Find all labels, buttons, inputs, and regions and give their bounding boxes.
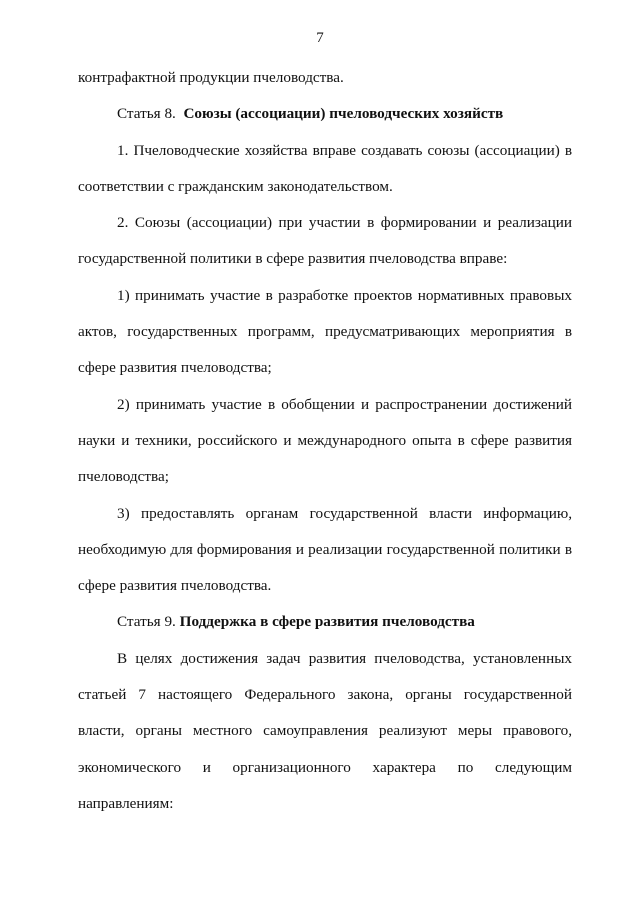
article-9-label: Статья 9.	[117, 613, 176, 631]
article-9-paragraph-1-end: направлениям:	[78, 794, 174, 812]
article-8-paragraph-1: 1. Пчеловодческие хозяйства вправе создавать союзы (ассоциации) в соответствии с гражданским законодательством.	[78, 141, 572, 195]
article-9-title: Поддержка в сфере развития пчеловодства	[179, 613, 475, 631]
article-9-paragraph-1: В целях достижения задач развития пчеловодства, установленных статьей 7 настоящего Федерального закона, органы государственной власти, органы местного самоуправления реализуют меры правового, экономического и организационного характера по следующим	[78, 649, 572, 776]
article-8-label: Статья 8.	[117, 105, 176, 123]
document-body	[78, 60, 572, 822]
article-8-item-3: 3) предоставлять органам государственной власти информацию, необходимую для формирования и реализации государственной политики в сфере развития пчеловодства.	[78, 504, 572, 595]
article-8-item-1: 1) принимать участие в разработке проектов нормативных правовых актов, государственных программ, предусматривающих мероприятия в сфере развития пчеловодства;	[78, 286, 572, 377]
article-8-item-2: 2) принимать участие в обобщении и распространении достижений науки и техники, российского и международного опыта в сфере развития пчеловодства;	[78, 395, 572, 486]
article-8-paragraph-2: 2. Союзы (ассоциации) при участии в формировании и реализации государственной политики в сфере развития пчеловодства вправе:	[78, 214, 572, 268]
page-number: 7	[316, 30, 324, 46]
article-8-heading	[78, 96, 572, 132]
continuation-paragraph: контрафактной продукции пчеловодства.	[78, 69, 344, 86]
article-9-heading	[78, 604, 572, 640]
article-8-title: Союзы (ассоциации) пчеловодческих хозяйств	[183, 105, 504, 123]
